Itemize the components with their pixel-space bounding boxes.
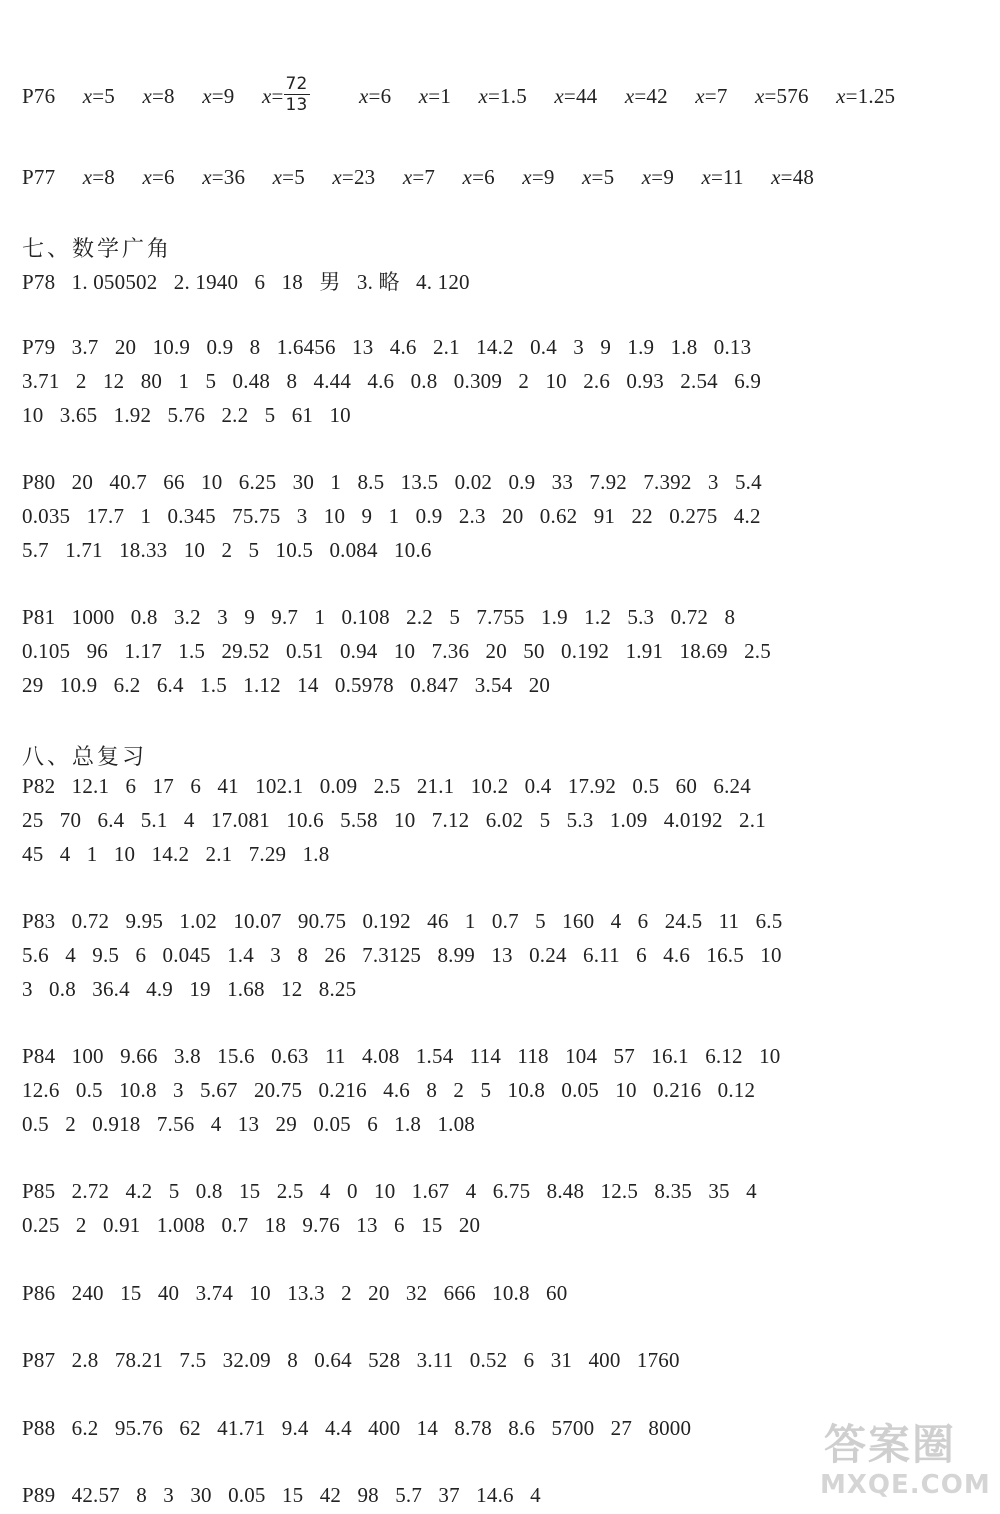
p84-line-3: 0.5 2 0.918 7.56 4 13 29 0.05 6 1.8 1.08: [22, 1112, 475, 1136]
p83-line-2: 5.6 4 9.5 6 0.045 1.4 3 8 26 7.3125 8.99 13 0.24 6.11 6 4.6 16.5 10: [22, 943, 782, 967]
fraction-denominator: 13: [285, 95, 308, 115]
p77-line: [22, 165, 836, 190]
watermark-url-text: MXQE.COM: [820, 1470, 991, 1500]
p83-line-1: P83 0.72 9.95 1.02 10.07 90.75 0.192 46 1 0.7 5 160 4 6 24.5 11 6.5: [22, 909, 783, 933]
answer: x=48: [771, 165, 815, 189]
p76-line: [22, 74, 917, 115]
fraction-numerator: 72: [285, 74, 308, 94]
answer: x=5: [272, 165, 305, 189]
answer: x=44: [554, 84, 598, 109]
answer: x=9: [522, 165, 555, 189]
p89-line: P89 42.57 8 3 30 0.05 15 42 98 5.7 37 14.6 4: [22, 1483, 541, 1507]
p79-line-1: P79 3.7 20 10.9 0.9 8 1.6456 13 4.6 2.1 14.2 0.4 3 9 1.9 1.8 0.13: [22, 335, 752, 359]
p80-line-2: 0.035 17.7 1 0.345 75.75 3 10 9 1 0.9 2.3 20 0.62 91 22 0.275 4.2: [22, 504, 761, 528]
fraction: [284, 74, 332, 115]
p78-line: P78 1. 050502 2. 1940 6 18 男 3. 略 4. 120: [22, 270, 470, 294]
p81-line-2: 0.105 96 1.17 1.5 29.52 0.51 0.94 10 7.36 20 50 0.192 1.91 18.69 2.5: [22, 639, 771, 663]
p82-line-3: 45 4 1 10 14.2 2.1 7.29 1.8: [22, 842, 330, 866]
answer: x=6: [462, 165, 495, 189]
answer: x=8: [142, 84, 175, 109]
p84-line-2: 12.6 0.5 10.8 3 5.67 20.75 0.216 4.6 8 2 5 10.8 0.05 10 0.216 0.12: [22, 1078, 756, 1102]
p87-line: P87 2.8 78.21 7.5 32.09 8 0.64 528 3.11 0.52 6 31 400 1760: [22, 1348, 680, 1372]
answer-fraction: [261, 74, 332, 115]
p79-line-2: 3.71 2 12 80 1 5 0.48 8 4.44 4.6 0.8 0.309 2 10 2.6 0.93 2.54 6.9: [22, 369, 762, 393]
answer: x=5: [582, 165, 615, 189]
p82-line-2: 25 70 6.4 5.1 4 17.081 10.6 5.58 10 7.12 6.02 5 5.3 1.09 4.0192 2.1: [22, 808, 766, 832]
answer: x=6: [359, 84, 392, 109]
p79-line-3: 10 3.65 1.92 5.76 2.2 5 61 10: [22, 403, 351, 427]
answer: x=5: [82, 84, 116, 109]
section-heading-7: 七、数学广角: [22, 236, 173, 261]
answer-prefix: x=: [261, 84, 284, 109]
answer: x=42: [624, 84, 668, 109]
answer: x=1.25: [836, 84, 896, 109]
answer: x=8: [82, 165, 116, 189]
answer: x=1.5: [478, 84, 527, 109]
answer: x=576: [754, 84, 809, 109]
p76-label: P76: [22, 84, 56, 109]
answer: x=9: [641, 165, 675, 189]
p81-line-3: 29 10.9 6.2 6.4 1.5 1.12 14 0.5978 0.847 3.54 20: [22, 673, 551, 697]
p83-line-3: 3 0.8 36.4 4.9 19 1.68 12 8.25: [22, 977, 357, 1001]
p81-line-1: P81 1000 0.8 3.2 3 9 9.7 1 0.108 2.2 5 7.755 1.9 1.2 5.3 0.72 8: [22, 605, 736, 629]
p84-line-1: P84 100 9.66 3.8 15.6 0.63 11 4.08 1.54 114 118 104 57 16.1 6.12 10: [22, 1044, 781, 1068]
p85-line-2: 0.25 2 0.91 1.008 0.7 18 9.76 13 6 15 20: [22, 1213, 481, 1237]
answer: x=7: [402, 165, 436, 189]
answer: x=36: [202, 165, 246, 189]
site-watermark: [820, 1412, 990, 1507]
p80-line-3: 5.7 1.71 18.33 10 2 5 10.5 0.084 10.6: [22, 538, 432, 562]
p88-line: P88 6.2 95.76 62 41.71 9.4 4.4 400 14 8.78 8.6 5700 27 8000: [22, 1416, 692, 1440]
watermark-cn-text: 答案圈: [824, 1420, 957, 1469]
p86-line: P86 240 15 40 3.74 10 13.3 2 20 32 666 10.8 60: [22, 1281, 568, 1305]
answer: x=23: [332, 165, 376, 189]
p85-line-1: P85 2.72 4.2 5 0.8 15 2.5 4 0 10 1.67 4 6.75 8.48 12.5 8.35 35 4: [22, 1179, 757, 1203]
answer: x=7: [695, 84, 728, 109]
p82-line-1: P82 12.1 6 17 6 41 102.1 0.09 2.5 21.1 10.2 0.4 17.92 0.5 60 6.24: [22, 774, 751, 798]
p80-line-1: P80 20 40.7 66 10 6.25 30 1 8.5 13.5 0.02 0.9 33 7.92 7.392 3 5.4: [22, 470, 762, 494]
p77-label: P77: [22, 165, 56, 189]
answer: x=1: [418, 84, 452, 109]
answer: x=11: [701, 165, 744, 189]
section-heading-8: 八、总复习: [22, 744, 148, 769]
answer: x=9: [202, 84, 235, 109]
answer: x=6: [142, 165, 175, 189]
